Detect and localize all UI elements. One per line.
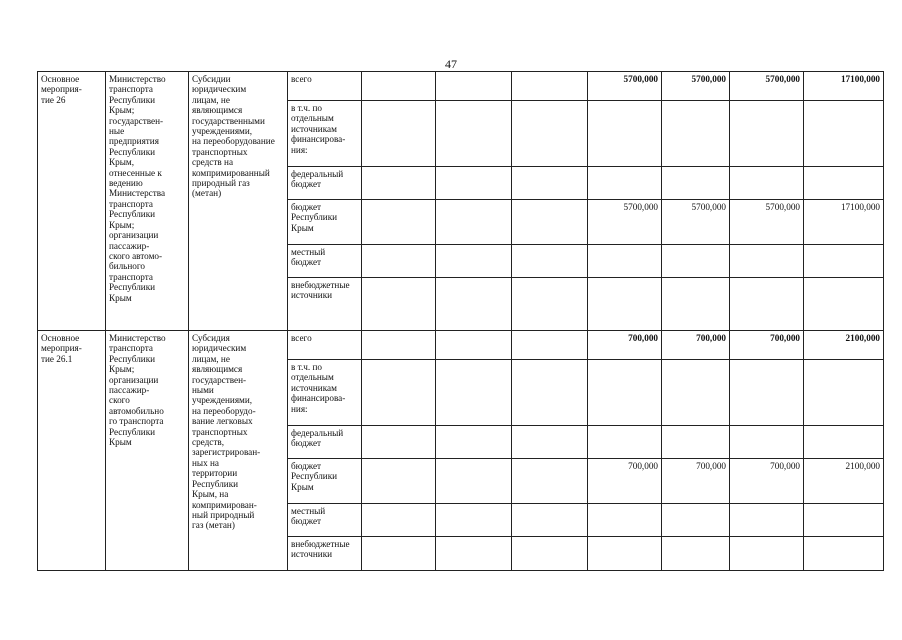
value-cell xyxy=(804,278,884,331)
value-cell: 5700,000 xyxy=(730,72,804,101)
value-cell: 5700,000 xyxy=(588,72,662,101)
value-cell xyxy=(588,278,662,331)
executor-text: Министерство транспорта Республики Крым; государствен- ные предприятия Республики Крым, отнесенные к ведению Министерства транспорта Республики Крым; организации пассажир- ского автомо- бильного транспорта Республики Крым xyxy=(109,74,166,303)
description-text: Субсидии юридическим лицам, не являющимся государственными учреждениями, на переоборудование транспортных средств на компримированный природный газ (метан) xyxy=(192,74,275,199)
value-cell xyxy=(804,101,884,167)
source-label-cell xyxy=(288,331,362,360)
source-label-cell xyxy=(288,360,362,426)
value-cell xyxy=(436,459,512,504)
value-cell xyxy=(512,278,588,331)
value-cell xyxy=(362,72,436,101)
value-cell xyxy=(804,537,884,571)
value-cell xyxy=(436,360,512,426)
value-cell xyxy=(436,537,512,571)
source-label-cell xyxy=(288,504,362,537)
value-cell xyxy=(436,200,512,245)
value-cell xyxy=(362,101,436,167)
value-cell xyxy=(588,167,662,200)
value-cell xyxy=(730,167,804,200)
table-row xyxy=(38,72,884,101)
value-cell: 5700,000 xyxy=(662,200,730,245)
source-label-cell xyxy=(288,72,362,101)
value-cell: 700,000 xyxy=(588,459,662,504)
value-cell xyxy=(362,459,436,504)
value-cell xyxy=(362,426,436,459)
measure-cell xyxy=(38,72,106,331)
source-label: местный бюджет xyxy=(291,506,326,527)
source-label: федеральный бюджет xyxy=(291,428,344,449)
source-label-cell xyxy=(288,537,362,571)
value-cell xyxy=(662,537,730,571)
source-label-cell xyxy=(288,278,362,331)
value-cell xyxy=(362,278,436,331)
source-label-cell xyxy=(288,200,362,245)
value-cell: 700,000 xyxy=(662,459,730,504)
value-cell: 700,000 xyxy=(730,331,804,360)
value-cell xyxy=(730,278,804,331)
value-cell xyxy=(362,537,436,571)
source-label: местный бюджет xyxy=(291,247,326,268)
value-cell xyxy=(362,360,436,426)
value-cell xyxy=(730,504,804,537)
value-cell: 5700,000 xyxy=(662,72,730,101)
value-cell xyxy=(362,200,436,245)
value-cell xyxy=(436,426,512,459)
value-cell xyxy=(436,331,512,360)
value-cell xyxy=(588,360,662,426)
source-label: федеральный бюджет xyxy=(291,169,344,190)
value-cell: 700,000 xyxy=(730,459,804,504)
value-cell xyxy=(730,360,804,426)
value-cell xyxy=(436,101,512,167)
value-cell xyxy=(730,537,804,571)
page-number: 47 xyxy=(445,57,457,71)
table-row xyxy=(38,331,884,360)
value-cell xyxy=(512,72,588,101)
value-cell xyxy=(512,426,588,459)
value-cell xyxy=(730,426,804,459)
value-cell: 5700,000 xyxy=(588,200,662,245)
value-cell: 2100,000 xyxy=(804,459,884,504)
source-label: в т.ч. по отдельным источникам финансирова- ния: xyxy=(291,103,346,155)
executor-text: Министерство транспорта Республики Крым; организации пассажир- ского автомобильно го транспорта Республики Крым xyxy=(109,333,166,448)
source-label: всего xyxy=(291,333,312,343)
source-label: всего xyxy=(291,74,312,84)
source-label-cell xyxy=(288,101,362,167)
value-cell xyxy=(512,200,588,245)
value-cell xyxy=(662,101,730,167)
value-cell xyxy=(804,426,884,459)
value-cell xyxy=(804,360,884,426)
description-cell xyxy=(189,331,288,571)
value-cell xyxy=(588,426,662,459)
value-cell xyxy=(436,72,512,101)
measure-cell xyxy=(38,331,106,571)
value-cell xyxy=(662,278,730,331)
value-cell xyxy=(512,504,588,537)
value-cell: 5700,000 xyxy=(730,200,804,245)
value-cell xyxy=(662,360,730,426)
value-cell xyxy=(362,167,436,200)
value-cell xyxy=(588,537,662,571)
value-cell xyxy=(662,167,730,200)
value-cell xyxy=(512,459,588,504)
value-cell xyxy=(436,504,512,537)
value-cell xyxy=(512,331,588,360)
financing-table xyxy=(37,71,884,571)
value-cell: 17100,000 xyxy=(804,72,884,101)
source-label: бюджет Республики Крым xyxy=(291,202,338,233)
executor-cell xyxy=(106,72,189,331)
value-cell xyxy=(512,101,588,167)
source-label: внебюджетные источники xyxy=(291,539,350,560)
value-cell xyxy=(436,167,512,200)
measure-text: Основное мероприя- тие 26.1 xyxy=(41,333,82,364)
source-label: внебюджетные источники xyxy=(291,280,350,301)
source-label-cell xyxy=(288,426,362,459)
value-cell xyxy=(588,504,662,537)
source-label-cell xyxy=(288,459,362,504)
value-cell xyxy=(436,278,512,331)
value-cell xyxy=(804,245,884,278)
value-cell xyxy=(362,245,436,278)
value-cell xyxy=(512,245,588,278)
value-cell: 17100,000 xyxy=(804,200,884,245)
value-cell xyxy=(730,245,804,278)
source-label: бюджет Республики Крым xyxy=(291,461,338,492)
value-cell xyxy=(436,245,512,278)
description-text: Субсидия юридическим лицам, не являющимся государствен- ными учреждениями, на переоборудо- вание легковых транспортных средств, зарегистрирован- ных на территории Республики Крым, на компримирован- ный природный газ (метан) xyxy=(192,333,261,531)
measure-text: Основное мероприя- тие 26 xyxy=(41,74,82,105)
value-cell xyxy=(512,167,588,200)
source-label-cell xyxy=(288,167,362,200)
value-cell: 2100,000 xyxy=(804,331,884,360)
source-label-cell xyxy=(288,245,362,278)
value-cell xyxy=(512,360,588,426)
value-cell xyxy=(662,504,730,537)
value-cell: 700,000 xyxy=(588,331,662,360)
value-cell xyxy=(588,245,662,278)
executor-cell xyxy=(106,331,189,571)
value-cell: 700,000 xyxy=(662,331,730,360)
value-cell xyxy=(362,331,436,360)
value-cell xyxy=(362,504,436,537)
value-cell xyxy=(730,101,804,167)
value-cell xyxy=(588,101,662,167)
value-cell xyxy=(662,245,730,278)
value-cell xyxy=(804,504,884,537)
description-cell xyxy=(189,72,288,331)
value-cell xyxy=(512,537,588,571)
source-label: в т.ч. по отдельным источникам финансирова- ния: xyxy=(291,362,346,414)
value-cell xyxy=(804,167,884,200)
value-cell xyxy=(662,426,730,459)
